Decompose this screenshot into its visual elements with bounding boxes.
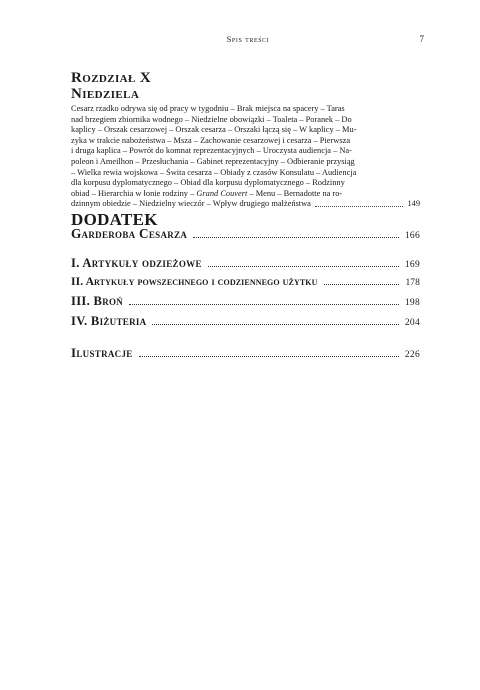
dot-leader bbox=[193, 237, 399, 238]
toc-entry-garderoba[interactable] bbox=[71, 226, 420, 242]
toc-page: 204 bbox=[404, 318, 420, 328]
chapter-number: Rozdział X bbox=[71, 70, 152, 86]
summary-line: zyka w trakcie nabożeństwa – Msza – Zachowanie cesarzowej i cesarza – Pierwsza bbox=[71, 135, 351, 145]
toc-page: 178 bbox=[405, 278, 420, 288]
dot-leader bbox=[152, 324, 398, 325]
toc-label: III. Broń bbox=[71, 294, 124, 308]
toc-label: IV. Biżuteria bbox=[71, 314, 147, 328]
toc-entry-bizuteria[interactable] bbox=[71, 314, 420, 329]
summary-line: Cesarz rzadko odrywa się od pracy w tygodniu – Brak miejsca na spacery – Taras bbox=[71, 104, 345, 113]
dot-leader bbox=[315, 199, 404, 207]
summary-line: i druga kaplica – Powrót do komnat reprezentacyjnych – Uroczysta audiencja – Na- bbox=[71, 146, 352, 156]
chapter-heading bbox=[71, 70, 151, 102]
dot-leader bbox=[324, 284, 400, 285]
toc-label: Ilustracje bbox=[71, 345, 133, 360]
running-head bbox=[72, 34, 424, 48]
dot-leader bbox=[139, 356, 399, 357]
summary-line bbox=[71, 189, 420, 200]
summary-fragment: dzinnym obiedzie – Niedzielny wieczór – Wpływ drugiego małżeństwa bbox=[71, 199, 311, 209]
summary-line: dla korpusu dyplomatycznego – Obiad dla korpusu dyplomatycznego – Rodzinny bbox=[71, 178, 345, 188]
summary-line: poleon i Ameilhon – Przesłuchania – Gabinet reprezentacyjny – Odbieranie przysiąg bbox=[71, 156, 355, 166]
toc-page: 198 bbox=[404, 298, 420, 308]
chapter-summary bbox=[71, 104, 420, 210]
dot-leader bbox=[129, 304, 399, 305]
summary-line: – Wielka rewia wojskowa – Świta cesarza – Obiady z czasów Konsulatu – Audiencja bbox=[71, 167, 357, 177]
summary-line: nad brzegiem zbiornika wodnego – Niedzielne obowiązki – Toaleta – Poranek – Do bbox=[71, 114, 352, 124]
chapter-page: 149 bbox=[407, 199, 420, 209]
summary-last-line bbox=[71, 199, 420, 210]
toc-entry-artykuly-uzytku[interactable] bbox=[71, 275, 420, 288]
toc-entry-artykuly-odziezowe[interactable] bbox=[71, 256, 420, 271]
chapter-title: Niedziela bbox=[71, 86, 140, 102]
summary-line: kaplicy – Orszak cesarzowej – Orszak cesarza – Orszaki łączą się – W kaplicy – Mu- bbox=[71, 125, 357, 135]
toc-entry-ilustracje[interactable] bbox=[71, 345, 420, 361]
page-number: 7 bbox=[419, 34, 424, 44]
summary-italic-fragment: Grand Couvert bbox=[196, 188, 248, 198]
toc-entry-bron[interactable] bbox=[71, 294, 420, 309]
toc-label: I. Artykuły odzieżowe bbox=[71, 256, 202, 270]
running-title: Spis treści bbox=[226, 34, 270, 44]
summary-fragment: – Menu – Bernadotte na ro- bbox=[247, 188, 343, 198]
toc-page: 166 bbox=[404, 231, 420, 241]
annex-heading: DODATEK bbox=[71, 210, 158, 229]
toc-page: 226 bbox=[404, 350, 420, 360]
summary-fragment: obiad – Hierarchia w łonie rodziny – bbox=[71, 188, 197, 198]
toc-label: II. Artykuły powszechnego i codziennego użytku bbox=[71, 275, 318, 288]
toc-label: Garderoba Cesarza bbox=[71, 226, 188, 241]
toc-page: 169 bbox=[404, 260, 420, 270]
dot-leader bbox=[208, 266, 399, 267]
